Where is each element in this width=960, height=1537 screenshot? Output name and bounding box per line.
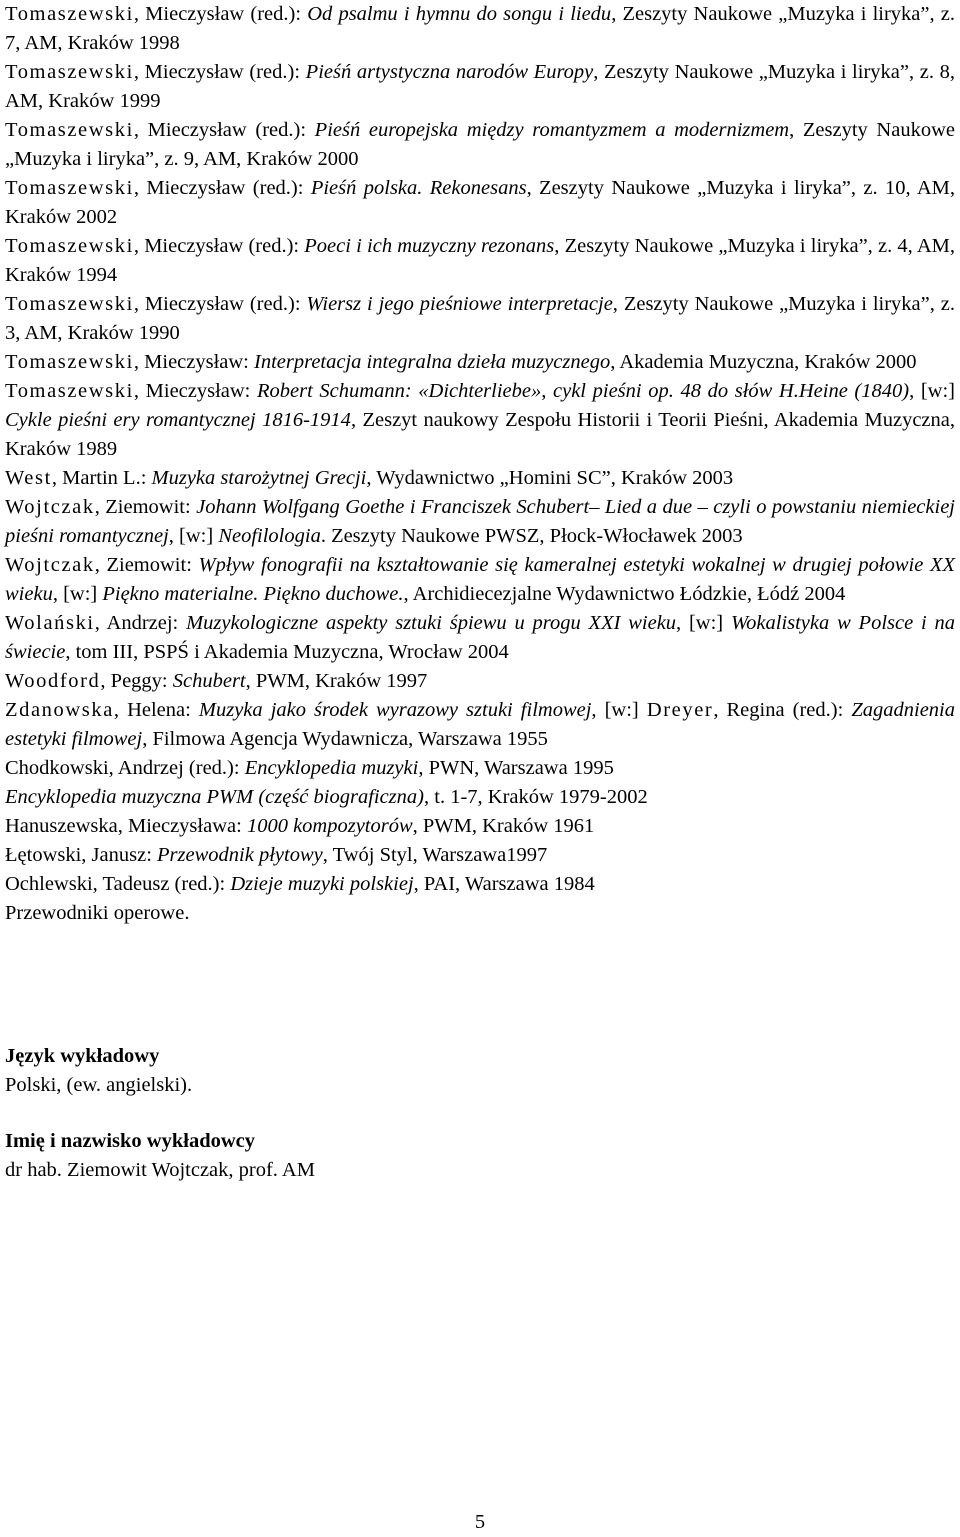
entry-author: Woodford: [5, 670, 101, 692]
entry-author-rest: , Ziemowit:: [94, 554, 199, 576]
entry-title: Encyklopedia muzyczna PWM (część biograficzna): [5, 786, 424, 808]
entry-title-secondary: Piękno materialne. Piękno duchowe.: [102, 583, 404, 605]
bibliography-entry: [5, 348, 955, 377]
entry-author: Tomaszewski: [5, 293, 134, 315]
lecturer-heading: Imię i nazwisko wykładowcy: [5, 1130, 256, 1152]
bibliography-entry: [5, 174, 955, 232]
entry-title-secondary: Zagadnienia estetyki filmowej: [5, 699, 955, 750]
entry-title: Muzykologiczne aspekty sztuki śpiewu u progu XXI wieku: [186, 612, 677, 634]
entry-title: Wpływ fonografii na kształtowanie się kameralnej estetyki wokalnej w drugiej połowie XX wieku: [5, 554, 955, 605]
entry-author-rest: , Mieczysław (red.):: [133, 61, 306, 83]
entry-tail: , [w:]: [676, 612, 731, 634]
entry-author: Tomaszewski: [5, 235, 134, 257]
entry-author: Wojtczak: [5, 554, 95, 576]
bibliography-entry: [5, 290, 955, 348]
entry-author: Tomaszewski: [5, 351, 134, 373]
entry-author-rest: , Helena:: [113, 699, 199, 721]
entry-title: Johann Wolfgang Goethe i Franciszek Schubert– Lied a due – czyli o powstaniu niemieckiej pieśni romantycznej: [5, 496, 955, 547]
entry-tail-secondary: , Zeszyt naukowy Zespołu Historii i Teorii Pieśni, Akademia Muzyczna, Kraków 1989: [5, 409, 955, 460]
entry-author: Tomaszewski: [5, 177, 134, 199]
entry-author: West: [5, 467, 52, 489]
entry-author-rest: , Peggy:: [100, 670, 173, 692]
entry-title: Dzieje muzyki polskiej: [230, 873, 414, 895]
bibliography-entry: [5, 841, 955, 870]
entry-author: Wolański: [5, 612, 95, 634]
bibliography-entry: [5, 812, 955, 841]
entry-title: Pieśń artystyczna narodów Europy: [305, 61, 594, 83]
entry-author-rest: , Ziemowit:: [94, 496, 197, 518]
language-value: Polski, (ew. angielski).: [5, 1074, 193, 1096]
entry-title: Muzyka jako środek wyrazowy sztuki filmowej: [198, 699, 592, 721]
entry-title-secondary: Wokalistyka w Polsce i na świecie: [5, 612, 955, 663]
entry-tail: , Zeszyty Naukowe „Muzyka i liryka”, z. 7, AM, Kraków 1998: [5, 3, 955, 54]
language-section: [5, 1042, 955, 1100]
entry-author-rest: , Martin L.:: [51, 467, 152, 489]
entry-author: Chodkowski, Andrzej (red.):: [5, 757, 245, 779]
entry-tail: , [w:]: [909, 380, 955, 402]
bibliography-list: [5, 0, 955, 928]
entry-author-secondary: Dreyer: [646, 699, 714, 721]
entry-title: Muzyka starożytnej Grecji: [151, 467, 367, 489]
entry-title: Interpretacja integralna dzieła muzycznego: [254, 351, 611, 373]
entry-tail: , [w:]: [591, 699, 647, 721]
entry-title: Robert Schumann: «Dichterliebe», cykl pieśni op. 48 do słów H.Heine (1840): [257, 380, 910, 402]
entry-author: Tomaszewski: [5, 61, 134, 83]
entry-title: 1000 kompozytorów: [246, 815, 413, 837]
bibliography-entry: [5, 58, 955, 116]
entry-author-rest-secondary: , Regina (red.):: [713, 699, 852, 721]
entry-author-rest: , Mieczysław (red.):: [133, 3, 308, 25]
entry-author: Łętowski, Janusz:: [5, 844, 158, 866]
entry-tail: , Zeszyty Naukowe „Muzyka i liryka”, z. 3, AM, Kraków 1990: [5, 293, 956, 344]
entry-tail: , PWM, Kraków 1997: [245, 670, 428, 692]
entry-author: Tomaszewski: [5, 119, 134, 141]
entry-tail: , Zeszyty Naukowe „Muzyka i liryka”, z. 8, AM, Kraków 1999: [5, 61, 955, 112]
entry-tail: , PAI, Warszawa 1984: [413, 873, 595, 895]
bibliography-entry: [5, 232, 955, 290]
bibliography-entry: [5, 464, 955, 493]
bibliography-entry: [5, 609, 955, 667]
entry-tail: , PWN, Warszawa 1995: [418, 757, 614, 779]
entry-tail-secondary: , tom III, PSPŚ i Akademia Muzyczna, Wrocław 2004: [65, 641, 509, 663]
entry-tail-secondary: , Archidiecezjalne Wydawnictwo Łódzkie, Łódź 2004: [403, 583, 846, 605]
entry-tail: , Zeszyty Naukowe „Muzyka i liryka”, z. 9, AM, Kraków 2000: [5, 119, 955, 170]
bibliography-entry: [5, 696, 955, 754]
bibliography-entry: [5, 870, 955, 899]
entry-tail: , Zeszyty Naukowe „Muzyka i liryka”, z. 10, AM, Kraków 2002: [5, 177, 956, 228]
entry-author: Ochlewski, Tadeusz (red.):: [5, 873, 231, 895]
entry-tail: , Zeszyty Naukowe „Muzyka i liryka”, z. 4, AM, Kraków 1994: [5, 235, 956, 286]
bibliography-entry: [5, 377, 955, 464]
entry-tail: , t. 1-7, Kraków 1979-2002: [424, 786, 648, 808]
entry-tail: , [w:]: [168, 525, 219, 547]
entry-title: Wiersz i jego pieśniowe interpretacje: [306, 293, 613, 315]
entry-author: Zdanowska: [5, 699, 114, 721]
entry-title-secondary: Neofilologia: [218, 525, 321, 547]
entry-author-rest: , Andrzej:: [94, 612, 187, 634]
entry-title-secondary: Cykle pieśni ery romantycznej 1816-1914: [5, 409, 351, 431]
entry-tail: , [w:]: [52, 583, 103, 605]
bibliography-entry: [5, 116, 955, 174]
entry-author-rest: , Mieczysław (red.):: [133, 119, 315, 141]
entry-title: Od psalmu i hymnu do songu i liedu: [307, 3, 612, 25]
page-number: 5: [474, 1511, 486, 1533]
entry-tail: , Akademia Muzyczna, Kraków 2000: [610, 351, 917, 373]
lecturer-section: [5, 1127, 955, 1185]
entry-author: Tomaszewski: [5, 380, 134, 402]
entry-author-rest: , Mieczysław (red.):: [133, 293, 307, 315]
bibliography-entry: [5, 899, 955, 928]
entry-tail: , PWM, Kraków 1961: [412, 815, 595, 837]
bibliography-entry: [5, 754, 955, 783]
bibliography-entry: [5, 783, 955, 812]
entry-tail-secondary: , Filmowa Agencja Wydawnicza, Warszawa 1955: [142, 728, 548, 750]
entry-author: Wojtczak: [5, 496, 95, 518]
bibliography-entry: [5, 0, 955, 58]
entry-author: Hanuszewska, Mieczysława:: [5, 815, 247, 837]
entry-tail: , Wydawnictwo „Homini SC”, Kraków 2003: [366, 467, 734, 489]
lecturer-name: dr hab. Ziemowit Wojtczak, prof. AM: [5, 1159, 315, 1181]
entry-title: Pieśń polska. Rekonesans: [310, 177, 527, 199]
entry-tail-secondary: . Zeszyty Naukowe PWSZ, Płock-Włocławek 2003: [320, 525, 743, 547]
entry-author-rest: , Mieczysław:: [133, 380, 258, 402]
entry-title: Encyklopedia muzyki: [244, 757, 419, 779]
language-heading: Język wykładowy: [5, 1045, 160, 1067]
entry-author-rest: , Mieczysław (red.):: [133, 235, 305, 257]
bibliography-entry: [5, 551, 955, 609]
entry-author-rest: , Mieczysław (red.):: [133, 177, 311, 199]
entry-tail: Przewodniki operowe.: [5, 902, 190, 924]
bibliography-entry: [5, 667, 955, 696]
bibliography-entry: [5, 493, 955, 551]
entry-title: Pieśń europejska między romantyzmem a modernizmem: [314, 119, 790, 141]
entry-title: Przewodnik płytowy: [157, 844, 323, 866]
entry-title: Schubert: [172, 670, 246, 692]
entry-title: Poeci i ich muzyczny rezonans: [304, 235, 555, 257]
entry-author: Tomaszewski: [5, 3, 134, 25]
entry-author-rest: , Mieczysław:: [133, 351, 255, 373]
entry-tail: , Twój Styl, Warszawa1997: [322, 844, 548, 866]
